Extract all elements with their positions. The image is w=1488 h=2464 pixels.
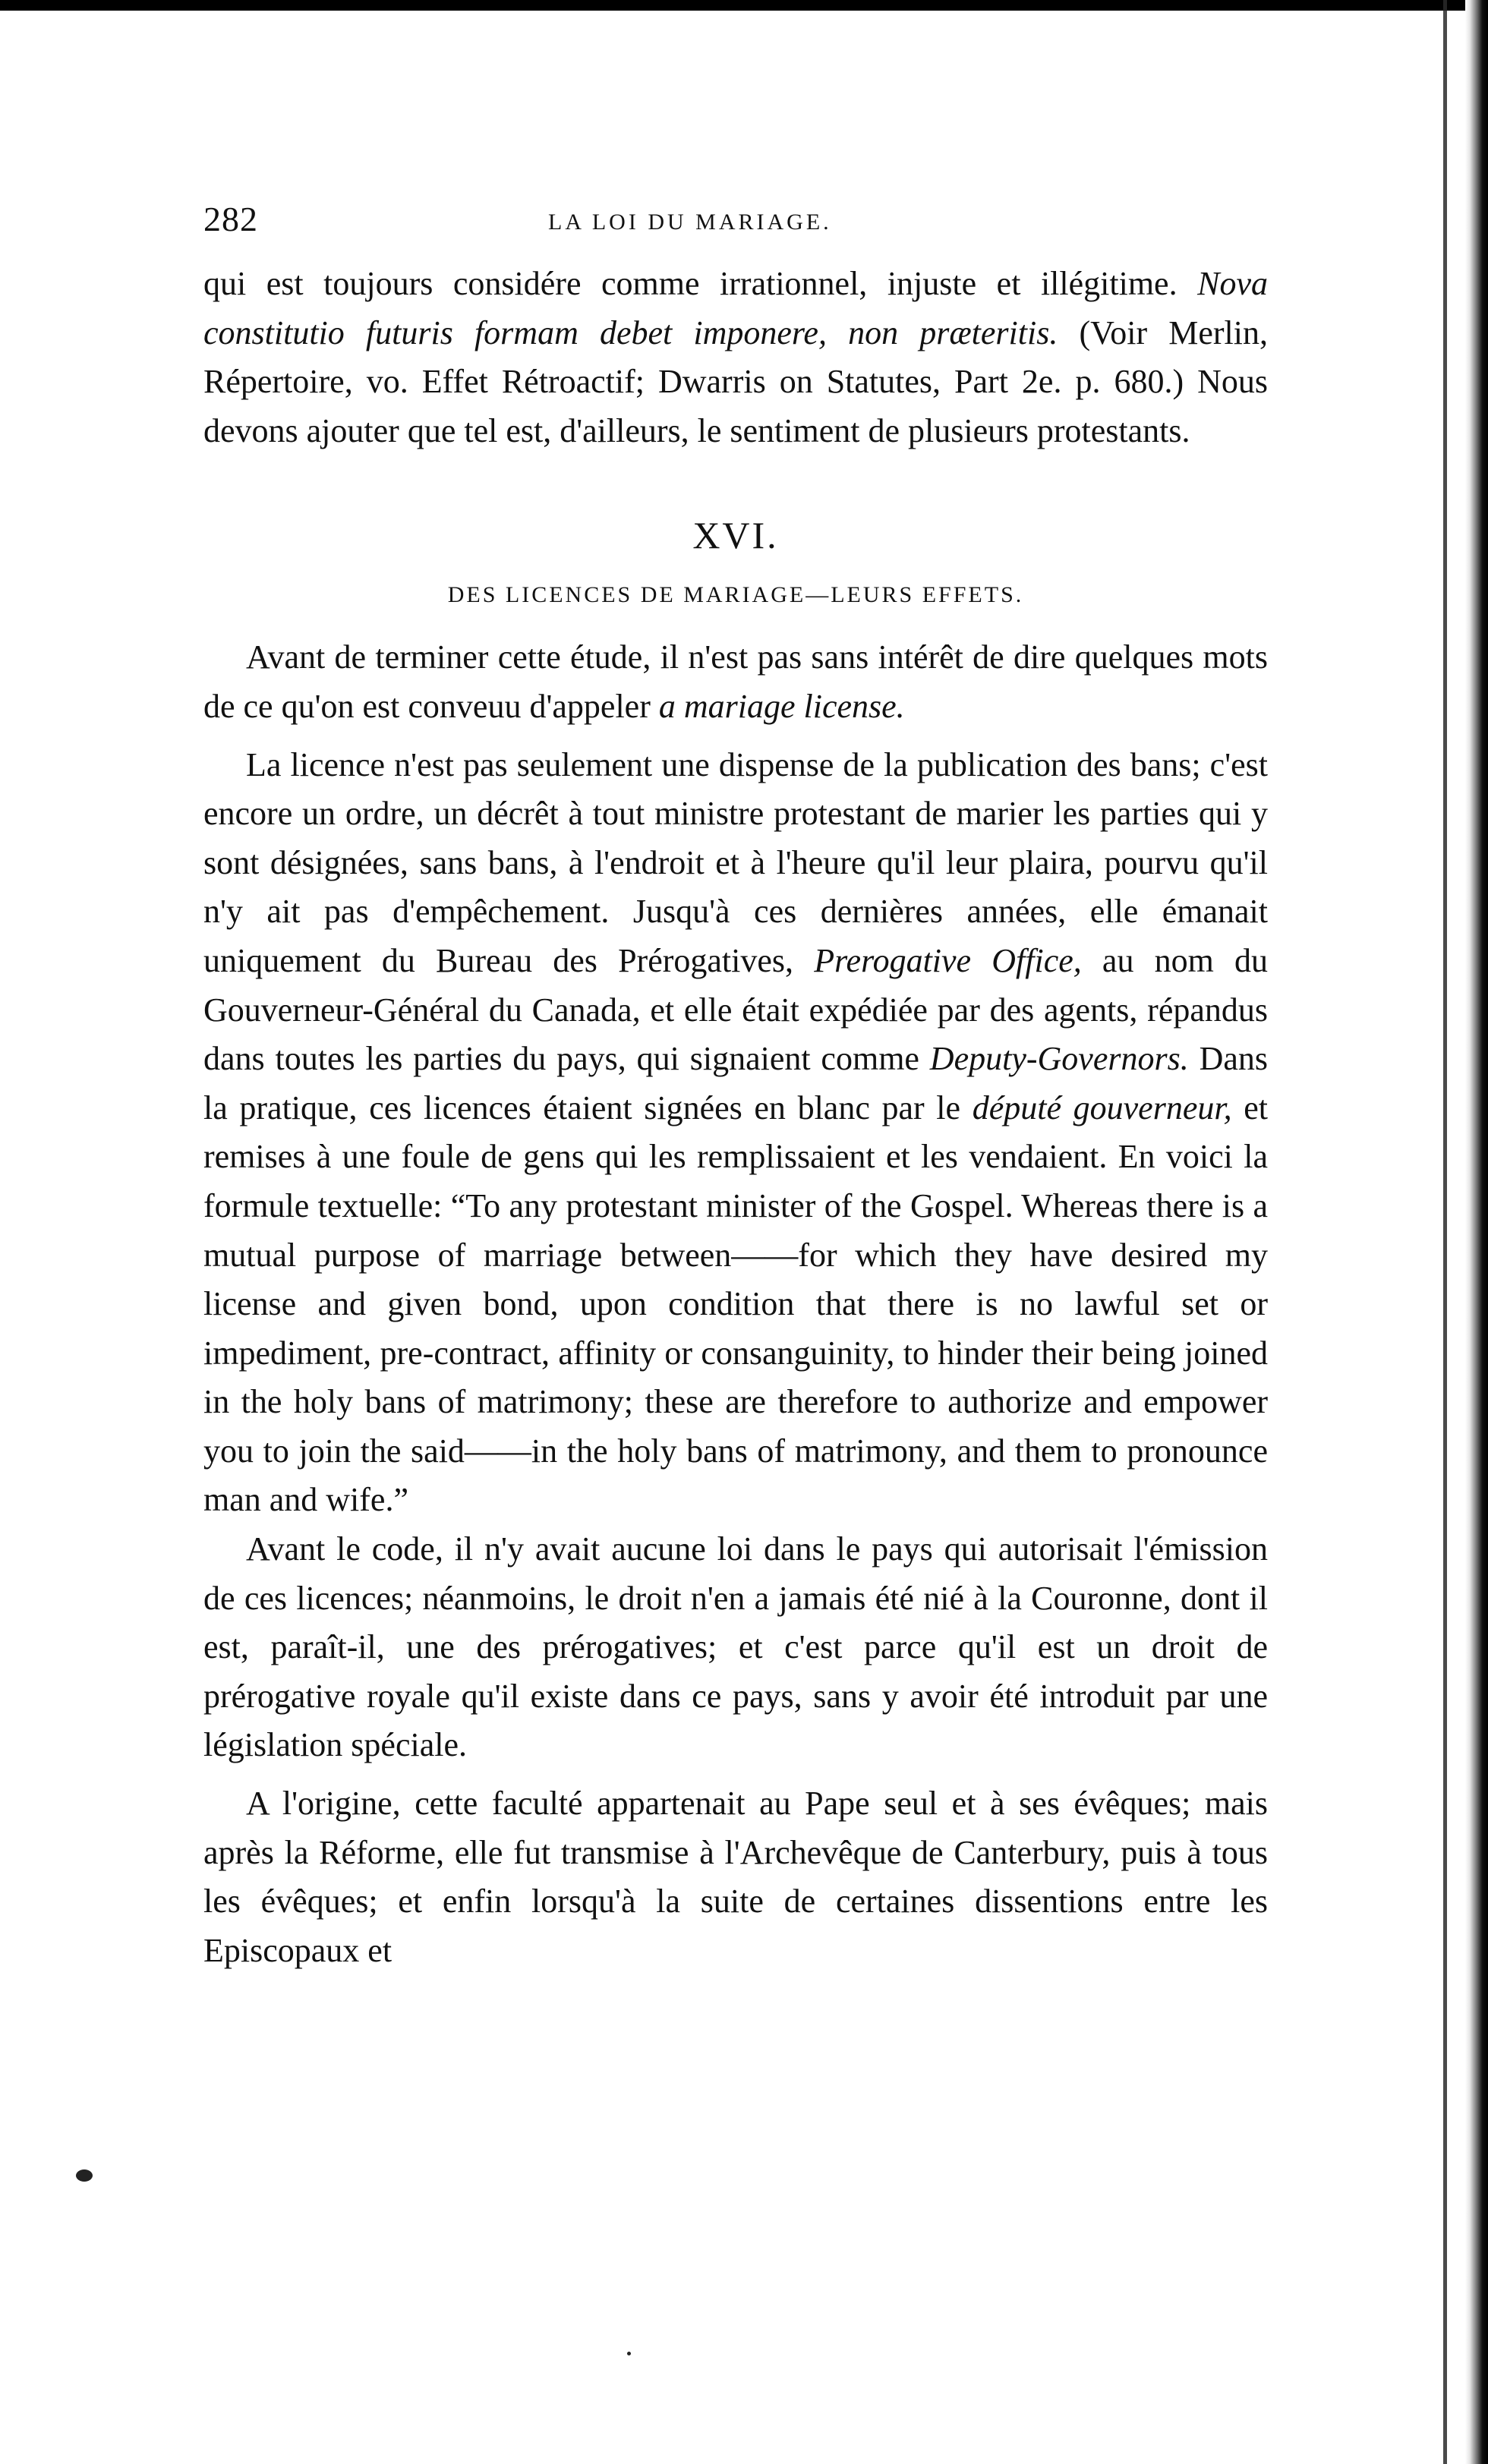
text-run: Avant de terminer cette étude, il n'est pas sans intérêt de dire quelques mots de ce qu'on est conveuu d'appeler xyxy=(203,638,1268,725)
paragraph: Avant le code, il n'y avait aucune loi dans le pays qui autorisait l'émission de ces licences; néanmoins, le droit n'en a jamais été nié à la Couronne, dont il est, paraît-il, une des prérogatives; et c'est parce qu'il est un droit de prérogative royale qu'il existe dans ce pays, sans y avoir été introduit par une législation spéciale. xyxy=(203,1530,1268,1764)
book-page xyxy=(203,199,1268,1975)
section-title: DES LICENCES DE MARIAGE—LEURS EFFETS. xyxy=(447,582,1024,608)
section-number: XVI. xyxy=(692,514,779,557)
italic-term: député gouverneur, xyxy=(972,1089,1232,1126)
paragraph: A l'origine, cette faculté appartenait au Pape seul et à ses évêques; mais après la Réforme, elle fut transmise à l'Archevêque de Canterbury, puis à tous les évêques; et enfin lorsqu'à la suite de certaines dissentions entre les Episcopaux et xyxy=(203,1785,1268,1969)
paragraph xyxy=(203,633,1268,731)
text-run: Dans la pratique, ces licences étaient signées en blanc par le xyxy=(203,1040,1268,1126)
text-run: (Voir Merlin, Répertoire, vo. Effet Rétroactif; Dwarris on Statutes, Part 2e. p. 680.) Nous devons ajouter que tel est, d'ailleurs, le sentiment de plusieurs protestants. xyxy=(203,314,1268,449)
italic-term: a mariage license. xyxy=(658,687,905,725)
scan-right-edge xyxy=(1465,0,1488,2464)
ink-speck xyxy=(627,2352,631,2355)
italic-term: Prerogative Office, xyxy=(814,941,1082,979)
page-number: 282 xyxy=(203,200,258,238)
ink-speck xyxy=(76,2169,93,2182)
text-run: et remises à une foule de gens qui les remplissaient et les vendaient. En voici la formule textuelle: “To any protestant minister of the Gospel. Whereas there is a mutual purpose of marriage between——for which they have desired my license and given bond, upon condition that there is no lawful set or impediment, pre-contract, affinity or consanguinity, to hinder their being joined in the holy bans of matrimony; these are therefore to authorize and empower you to join the said——in the holy bans of matrimony, and them to pronounce man and wife.” xyxy=(203,1089,1269,1519)
paragraph xyxy=(203,741,1268,1526)
text-run: qui est toujours considére comme irrationnel, injuste et illégitime. xyxy=(203,265,1198,302)
italic-term: Deputy-Governors. xyxy=(929,1040,1189,1078)
text-run: au nom du Gouverneur-Général du Canada, et elle était expédiée par des agents, répandus dans toutes les parties du pays, qui signaient comme xyxy=(203,941,1268,1078)
paragraph xyxy=(203,260,1268,455)
gutter-line xyxy=(1443,0,1447,2464)
text-run: La licence n'est pas seulement une dispense de la publication des bans; c'est encore un ordre, un décrêt à tout ministre protestant de marier les parties qui y sont désignées, sans bans, à l'endroit et à l'heure qu'il leur plaira, pourvu qu'il n'y ait pas d'empêchement. Jusqu'à ces dernières années, elle émanait uniquement du Bureau des Prérogatives, xyxy=(203,745,1268,979)
latin-maxim: Nova constitutio futuris formam debet imponere, non præteritis. xyxy=(203,265,1268,351)
page-header xyxy=(203,199,1268,260)
scan-top-edge xyxy=(0,0,1488,11)
running-head: LA LOI DU MARIAGE. xyxy=(548,210,832,235)
